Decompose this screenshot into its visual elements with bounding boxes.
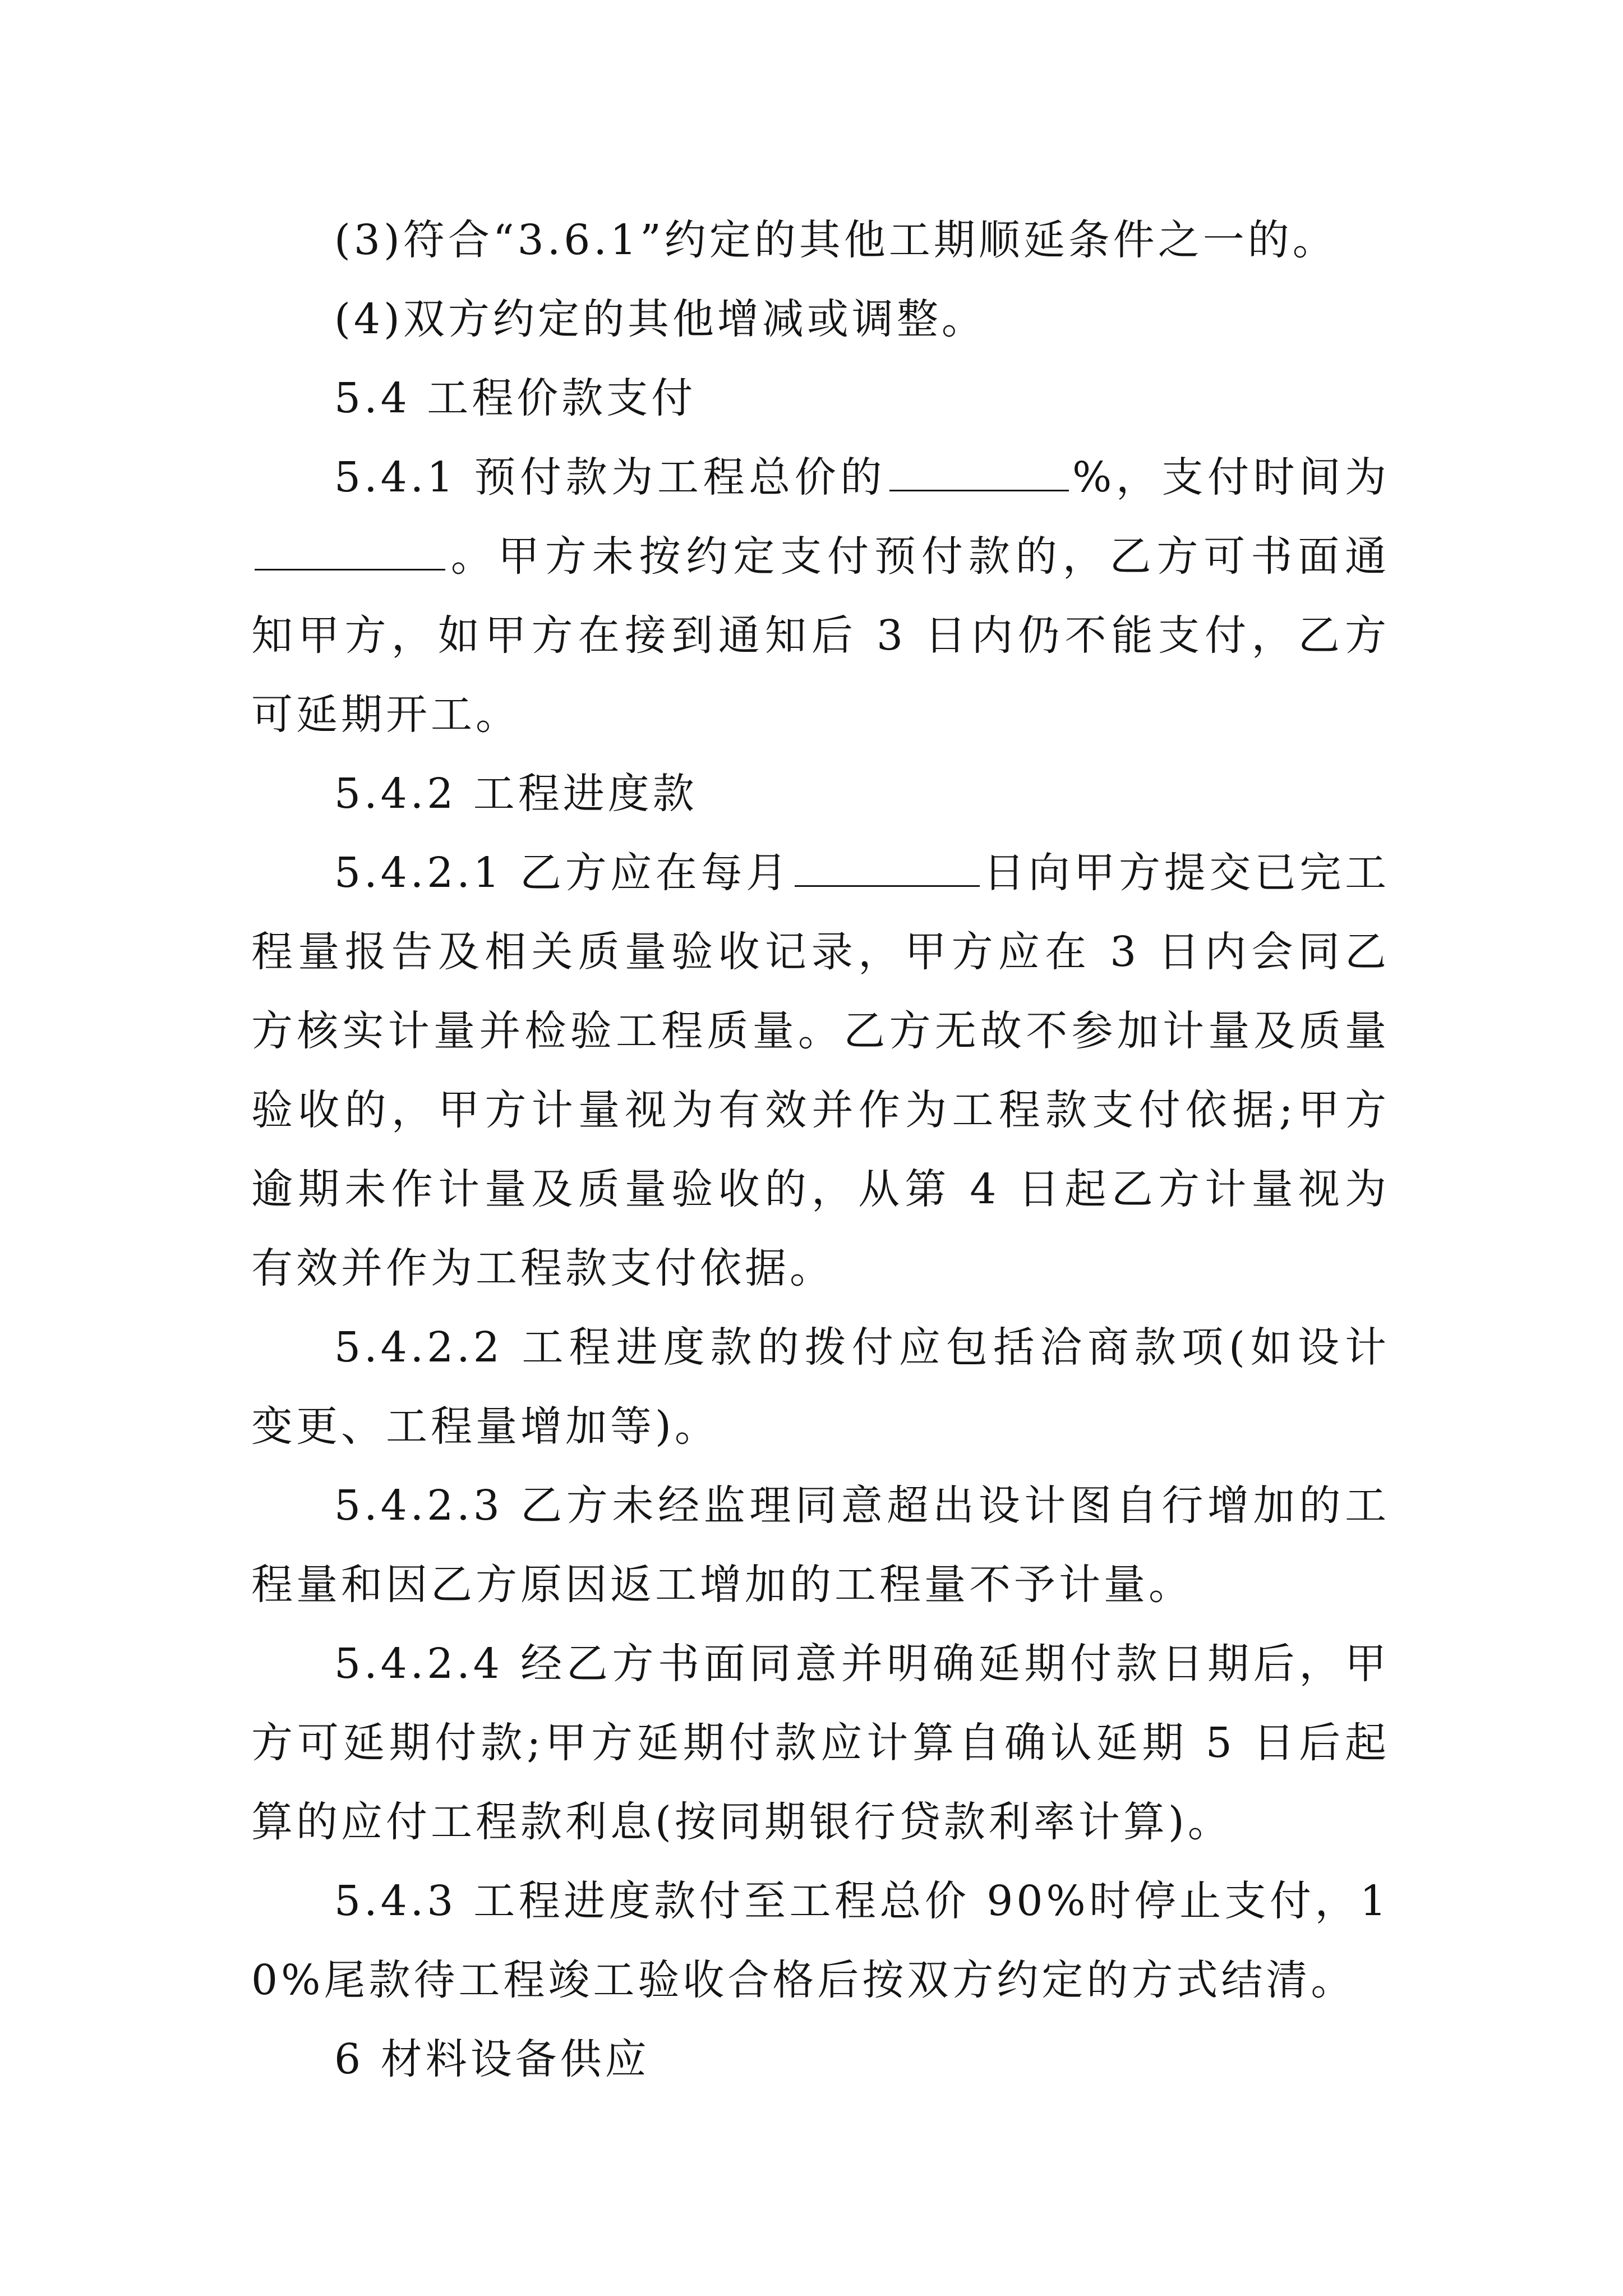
section-heading-5-4: 5.4 工程价款支付 — [334, 374, 697, 422]
document-body — [251, 201, 1390, 2099]
paragraph-item-4: (4)双方约定的其他增减或调整。 — [334, 295, 986, 343]
paragraph-5-4-2-2: 5.4.2.2 工程进度款的拨付应包括洽商款项(如设计变更、工程量增加等)。 — [251, 1323, 1390, 1451]
paragraph-5-4-1-text-b: %，支付时间为 — [1072, 453, 1390, 501]
paragraph-5-4-1 — [251, 438, 1390, 754]
paragraph-5-4-2-1-text-b: 日向甲方提交已完工程量报告及相关质量验收记录，甲方应在 3 日内会同乙方核实计量并检验工程质量。乙方无故不参加计量及质量验收的，甲方计量视为有效并作为工程款支付依据;甲方逾期未作计量及质量验收的，从第 4 日起乙方计量视为有效并作为工程款支付依据。 — [251, 849, 1390, 1292]
paragraph-5-4-1-text-a: 5.4.1 预付款为工程总价的 — [334, 453, 886, 501]
fill-in-blank-percentage — [889, 450, 1069, 491]
paragraph-5-4-2-1 — [251, 834, 1390, 1308]
section-heading-6: 6 材料设备供应 — [334, 2035, 650, 2083]
section-heading-5-4-2: 5.4.2 工程进度款 — [334, 770, 698, 818]
paragraph-5-4-1-text-c: 。甲方未按约定支付预付款的，乙方可书面通知甲方，如甲方在接到通知后 3 日内仍不能支付，乙方可延期开工。 — [251, 532, 1390, 739]
paragraph-5-4-2-3: 5.4.2.3 乙方未经监理同意超出设计图自行增加的工程量和因乙方原因返工增加的工程量不予计量。 — [251, 1481, 1390, 1609]
paragraph-item-3: (3)符合“3.6.1”约定的其他工期顺延条件之一的。 — [334, 216, 1338, 264]
fill-in-blank-payment-time — [255, 530, 445, 570]
paragraph-5-4-2-4: 5.4.2.4 经乙方书面同意并明确延期付款日期后，甲方可延期付款;甲方延期付款应计算自确认延期 5 日后起算的应付工程款利息(按同期银行贷款利率计算)。 — [251, 1640, 1390, 1846]
paragraph-5-4-3: 5.4.3 工程进度款付至工程总价 90%时停止支付，10%尾款待工程竣工验收合格后按双方约定的方式结清。 — [251, 1877, 1390, 2004]
fill-in-blank-monthly-day — [795, 846, 980, 887]
paragraph-5-4-2-1-text-a: 5.4.2.1 乙方应在每月 — [334, 849, 791, 897]
